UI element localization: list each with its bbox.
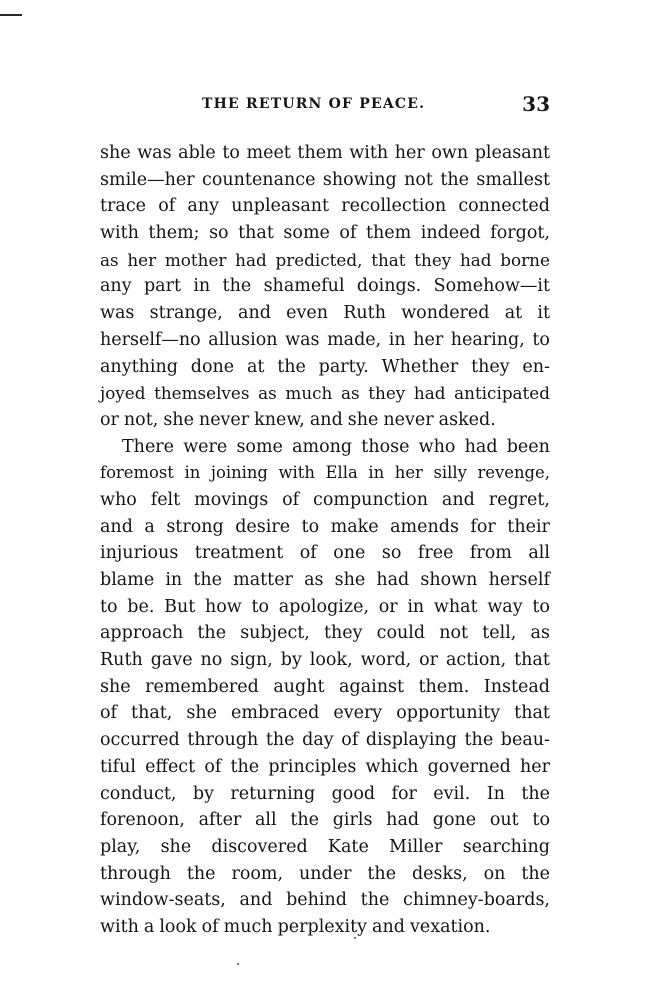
text-line: herself—no allusion was made, in her hearing, to bbox=[100, 329, 550, 350]
text-line: trace of any unpleasant recollection connected bbox=[100, 196, 550, 217]
text-line: approach the subject, they could not tell, as bbox=[100, 623, 550, 644]
text-line: forenoon, after all the girls had gone out to bbox=[100, 810, 550, 831]
text-line: with a look of much perplexity and vexation. bbox=[100, 916, 491, 937]
text-line: was strange, and even Ruth wondered at it bbox=[100, 303, 550, 324]
text-line: window-seats, and behind the chimney-boards, bbox=[100, 890, 550, 911]
running-head bbox=[120, 92, 550, 120]
text-line: as her mother had predicted, that they had borne bbox=[100, 249, 550, 270]
text-line: who felt movings of compunction and regret, bbox=[100, 489, 550, 510]
text-line: There were some among those who had been bbox=[122, 436, 550, 457]
text-line: any part in the shameful doings. Somehow—it bbox=[100, 276, 550, 297]
text-line: she was able to meet them with her own pleasant bbox=[100, 143, 550, 163]
text-line: blame in the matter as she had shown herself bbox=[100, 570, 550, 590]
page-number: 33 bbox=[522, 92, 550, 116]
text-line: occurred through the day of displaying the beau- bbox=[100, 730, 550, 751]
text-line: through the room, under the desks, on the bbox=[100, 863, 550, 884]
text-line: conduct, by returning good for evil. In the bbox=[100, 783, 550, 804]
running-title: THE RETURN OF PEACE. bbox=[202, 96, 426, 112]
text-line: injurious treatment of one so free from all bbox=[100, 543, 550, 564]
text-line: smile—her countenance showing not the smallest bbox=[100, 169, 550, 190]
text-line: of that, she embraced every opportunity that bbox=[100, 703, 550, 724]
print-speck bbox=[237, 963, 239, 965]
body-text bbox=[100, 140, 550, 941]
text-line: and a strong desire to make amends for their bbox=[100, 516, 550, 537]
page-edge-mark bbox=[0, 14, 22, 16]
text-line: she remembered aught against them. Instead bbox=[100, 676, 550, 697]
text-line: with them; so that some of them indeed forgot, bbox=[100, 223, 550, 244]
text-line: foremost in joining with Ella in her silly revenge, bbox=[100, 463, 550, 483]
text-line: tiful effect of the principles which governed her bbox=[100, 756, 550, 777]
text-line: anything done at the party. Whether they en- bbox=[100, 356, 550, 377]
text-line: to be. But how to apologize, or in what way to bbox=[100, 596, 550, 617]
text-line: play, she discovered Kate Miller searching bbox=[100, 836, 550, 857]
text-line: joyed themselves as much as they had anticipated bbox=[100, 383, 550, 404]
print-speck bbox=[354, 937, 356, 939]
text-line: Ruth gave no sign, by look, word, or action, that bbox=[100, 650, 550, 671]
text-line: or not, she never knew, and she never asked. bbox=[100, 409, 496, 430]
